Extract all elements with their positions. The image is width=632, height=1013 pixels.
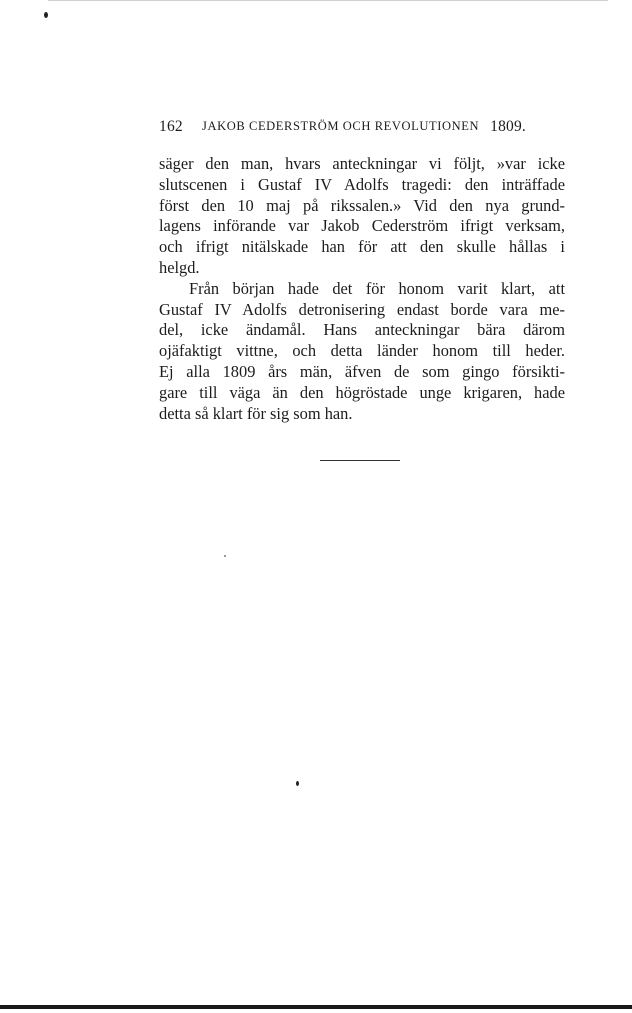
- text-line: ojäfaktigt vittne, och detta länder honom till heder.: [159, 341, 565, 361]
- text-line: Gustaf IV Adolfs detronisering endast borde vara me-: [159, 299, 565, 319]
- running-title: JAKOB CEDERSTRÖM OCH REVOLUTIONEN: [202, 119, 480, 133]
- text-line: säger den man, hvars anteckningar vi följt, »var icke: [159, 154, 565, 173]
- ink-speck: [296, 781, 299, 786]
- text-line: Från början hade det för honom varit klart, att: [189, 278, 565, 298]
- text-line: Ej alla 1809 års män, äfven de som gingo försikti-: [159, 361, 565, 381]
- ink-speck: [224, 555, 226, 557]
- header-year: 1809.: [490, 118, 526, 135]
- text-line: lagens införande var Jakob Cederström ifrigt verksam,: [159, 216, 565, 236]
- ink-speck: [44, 12, 48, 18]
- text-line: och ifrigt nitälskade han för att den skulle hållas i: [159, 237, 565, 257]
- text-line: slutscenen i Gustaf IV Adolfs tragedi: den inträffade: [159, 174, 565, 194]
- paragraph: [159, 154, 565, 279]
- text-line: helgd.: [159, 257, 200, 277]
- bottom-edge-rule: [0, 1005, 632, 1009]
- text-line: del, icke ändamål. Hans anteckningar bära därom: [159, 320, 565, 340]
- text-line: först den 10 maj på rikssalen.» Vid den nya grund-: [159, 195, 565, 215]
- text-line: detta så klart för sig som han.: [159, 403, 353, 423]
- section-end-rule: [320, 460, 400, 461]
- running-header: [159, 118, 526, 138]
- top-edge-rule: [48, 0, 608, 1]
- text-line: gare till väga än den högröstade unge krigaren, hade: [159, 382, 565, 402]
- paragraph: [159, 279, 565, 425]
- body-text: [159, 154, 565, 424]
- page-number: 162: [159, 118, 183, 135]
